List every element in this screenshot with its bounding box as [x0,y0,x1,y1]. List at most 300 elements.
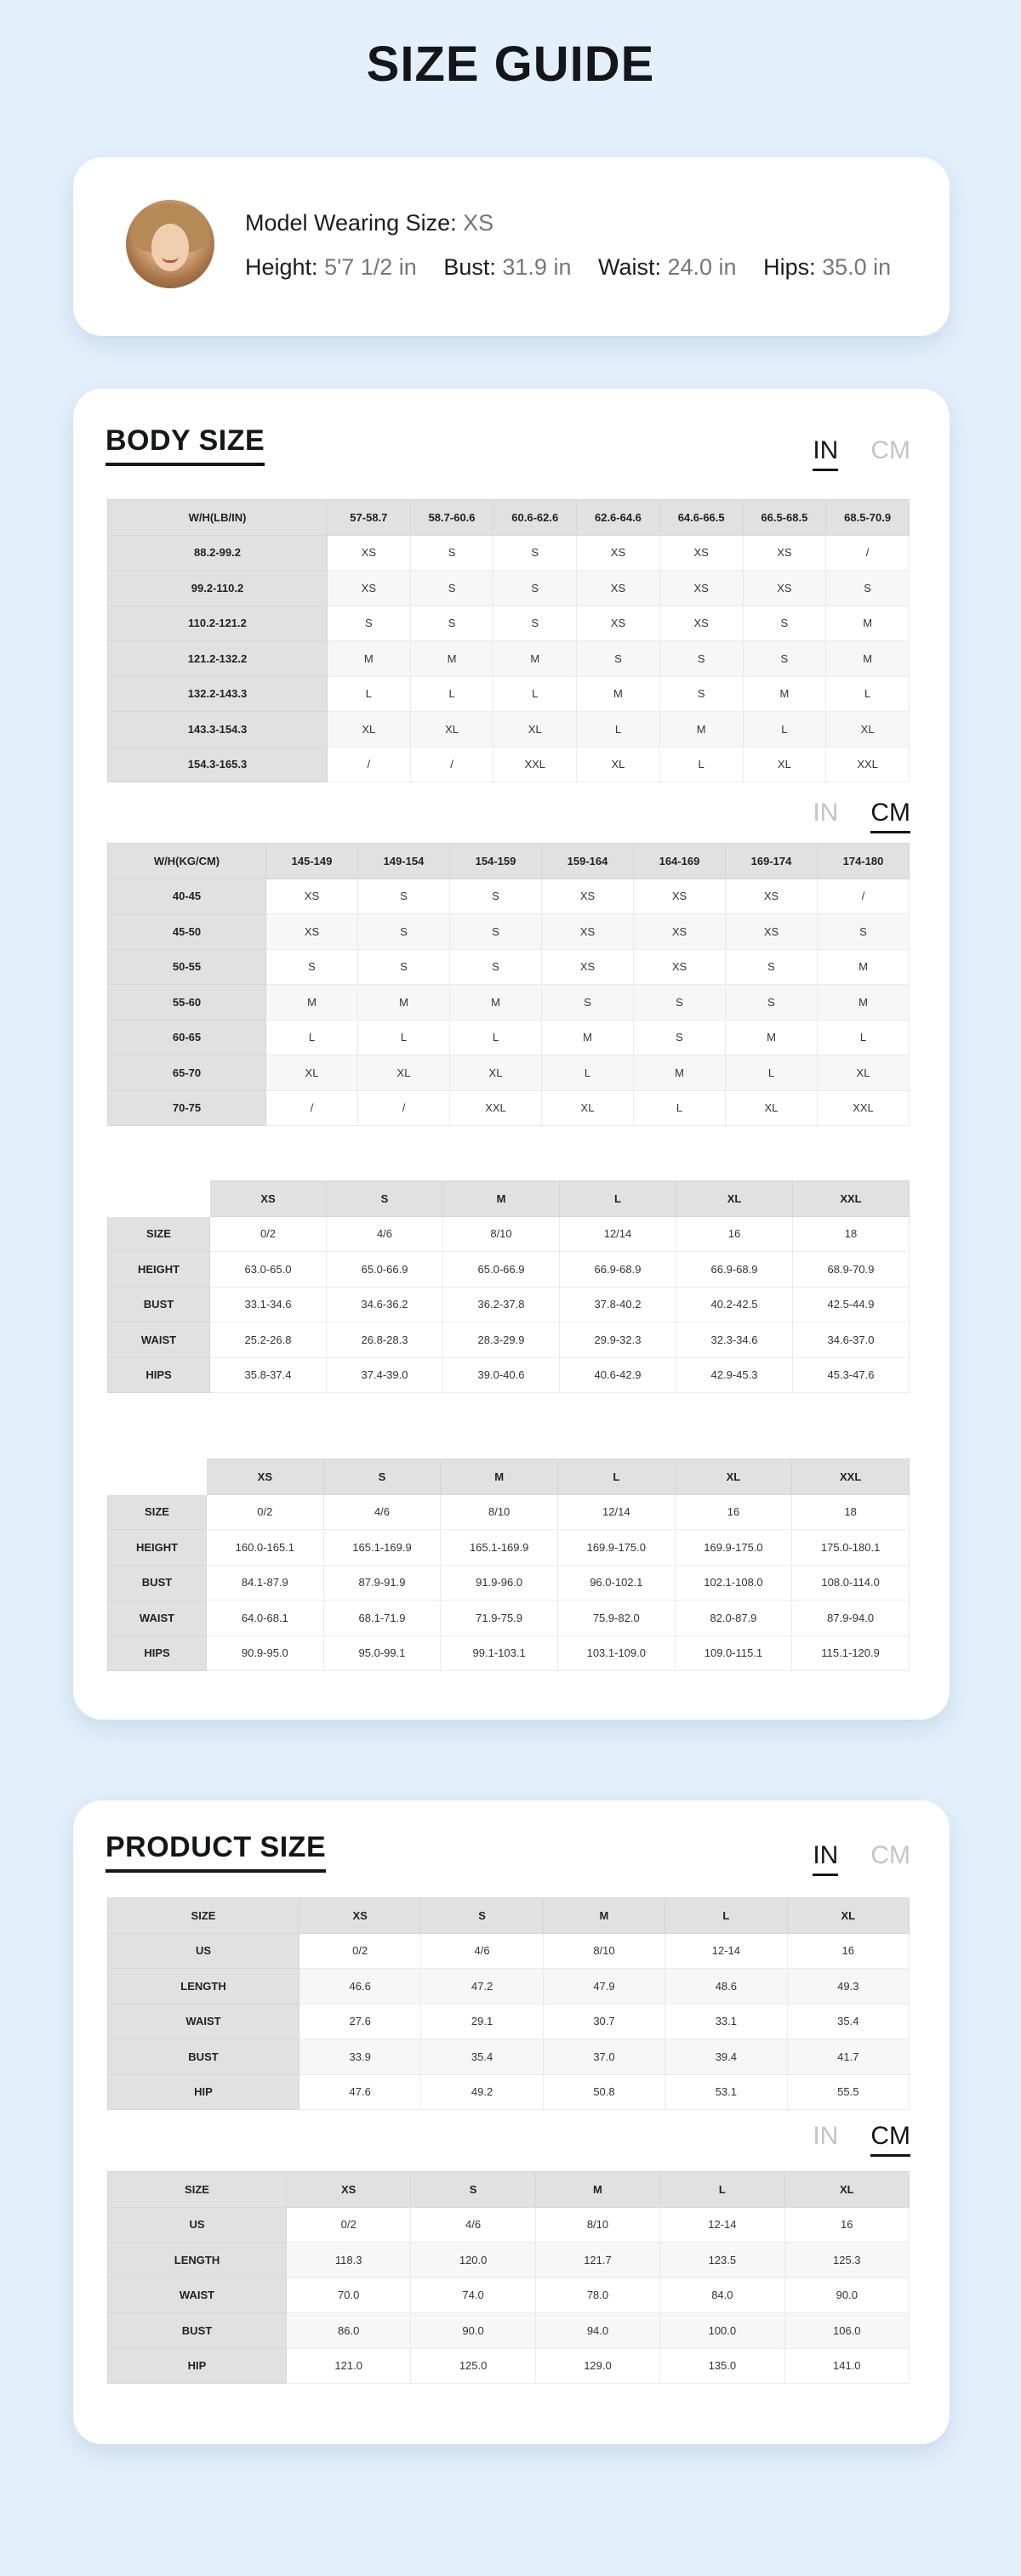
table-cell: XL [818,1055,910,1091]
table-cell: XL [743,747,826,782]
table-cell: 64.0-68.1 [207,1601,324,1636]
table-cell: 70.0 [287,2277,411,2313]
table-cell: 165.1-169.9 [323,1530,441,1566]
table-cell: XS [743,571,826,606]
table-cell: XS [634,879,726,914]
table-cell: XXL [493,747,577,782]
table-cell: 4/6 [327,1216,443,1252]
table-cell: XS [743,535,826,571]
table-row-header: HEIGHT [108,1530,207,1566]
unit-cm-button[interactable]: CM [870,2122,910,2157]
table-cell: 87.9-91.9 [323,1565,441,1601]
table-column-header: S [411,2172,535,2208]
model-stat-waist: Waist: 24.0 in [597,254,737,280]
product-size-unit-toggle-top [813,1841,910,1876]
table-cell: L [726,1055,818,1091]
table-cell: S [577,641,660,677]
table-cell: L [410,676,493,712]
table-row-header: 132.2-143.3 [108,676,328,712]
table-corner-header: W/H(KG/CM) [108,844,266,879]
table-row [108,1494,910,1530]
table-cell: 34.6-37.0 [793,1322,910,1358]
table-corner-blank [108,1181,210,1217]
table-cell: S [358,949,450,985]
table-cell: XS [659,606,743,641]
table-row-header: BUST [108,2039,299,2075]
table-cell: XL [577,747,660,782]
table-cell: 47.2 [421,1969,543,2005]
table-cell: 4/6 [323,1494,441,1530]
table-cell: M [826,641,910,677]
table-cell: M [818,985,910,1021]
table-cell: 27.6 [299,2004,421,2039]
body-size-cm-table [107,843,910,1126]
table-cell: S [450,949,542,985]
table-row-header: SIZE [108,1216,210,1252]
table-cell: S [659,641,743,677]
table-column-header: M [535,2172,659,2208]
table-header-row [108,844,910,879]
table-cell: 35.4 [787,2004,909,2039]
table-cell: 63.0-65.0 [210,1252,327,1288]
table-cell: 46.6 [299,1969,421,2005]
table-cell: XS [577,535,660,571]
table-cell: S [634,985,726,1021]
table-corner-blank [108,1459,207,1495]
table-cell: M [410,641,493,677]
table-cell: XS [634,949,726,985]
unit-in-button[interactable]: IN [813,436,838,471]
table-cell: 25.2-26.8 [210,1322,327,1358]
table-cell: 115.1-120.9 [792,1635,910,1671]
table-row-header: HIPS [108,1357,210,1393]
table-row [108,2243,910,2278]
table-cell: 103.1-109.0 [557,1635,675,1671]
table-column-header: M [443,1181,560,1217]
table-cell: L [266,1020,358,1055]
table-row-header: HIPS [108,1635,207,1671]
table-cell: 55.5 [787,2074,909,2110]
table-cell: 16 [787,1933,909,1969]
table-cell: 16 [676,1216,793,1252]
table-column-header: XL [784,2172,909,2208]
table-cell: 8/10 [535,2207,659,2243]
table-cell: L [328,676,411,712]
table-cell: S [358,914,450,950]
table-cell: 169.9-175.0 [557,1530,675,1566]
table-cell: 35.8-37.4 [210,1357,327,1393]
table-cell: 125.3 [784,2243,909,2278]
table-cell: 37.4-39.0 [327,1357,443,1393]
table-cell: 48.6 [665,1969,787,2005]
unit-in-button[interactable]: IN [813,799,839,827]
table-cell: M [743,676,826,712]
body-size-card [73,389,950,1720]
table-row [108,1090,910,1126]
table-cell: XS [266,879,358,914]
table-cell: 34.6-36.2 [327,1287,443,1322]
table-row-header: 50-55 [108,949,266,985]
table-cell: 8/10 [441,1494,558,1530]
table-cell: 66.9-68.9 [560,1252,676,1288]
page-title: SIZE GUIDE [366,37,655,92]
table-row [108,1216,910,1252]
table-cell: S [358,879,450,914]
table-cell: 129.0 [535,2348,659,2384]
table-row [108,1322,910,1358]
table-column-header: 62.6-64.6 [577,500,660,536]
table-cell: L [450,1020,542,1055]
table-cell: XL [358,1055,450,1091]
table-cell: 125.0 [411,2348,535,2384]
table-header-row [108,1181,910,1217]
table-row-header: HIP [108,2074,299,2110]
table-cell: S [726,985,818,1021]
table-cell: XS [542,914,634,950]
table-cell: 141.0 [784,2348,909,2384]
table-cell: 0/2 [299,1933,421,1969]
table-cell: 4/6 [421,1933,543,1969]
table-cell: 50.8 [543,2074,665,2110]
table-cell: 120.0 [411,2243,535,2278]
table-cell: 33.9 [299,2039,421,2075]
table-column-header: 154-159 [450,844,542,879]
table-row [108,641,910,677]
table-row-header: LENGTH [108,2243,287,2278]
table-cell: 160.0-165.1 [207,1530,324,1566]
table-cell: 18 [792,1494,910,1530]
table-cell: XS [726,914,818,950]
table-cell: XS [577,571,660,606]
table-cell: 71.9-75.9 [441,1601,558,1636]
table-cell: 8/10 [443,1216,560,1252]
table-cell: XL [493,712,577,748]
table-column-header: 57-58.7 [328,500,411,536]
table-column-header: XL [787,1898,909,1934]
table-cell: 40.2-42.5 [676,1287,793,1322]
table-cell: L [358,1020,450,1055]
table-row [108,535,910,571]
table-row-header: BUST [108,1565,207,1601]
table-cell: S [743,641,826,677]
unit-in-button[interactable]: IN [813,1841,838,1876]
model-stats [245,254,911,281]
table-row [108,1565,910,1601]
table-cell: 0/2 [287,2207,411,2243]
table-row-header: 60-65 [108,1020,266,1055]
table-column-header: 149-154 [358,844,450,879]
table-row-header: 55-60 [108,985,266,1021]
model-stat-height: Height: 5'7 1/2 in [245,254,417,280]
table-cell: 35.4 [421,2039,543,2075]
table-cell: L [743,712,826,748]
table-cell: 12/14 [560,1216,676,1252]
table-cell: XS [328,535,411,571]
table-cell: 0/2 [207,1494,324,1530]
product-size-cm-table [107,2171,910,2384]
table-row [108,1357,910,1393]
table-cell: 42.9-45.3 [676,1357,793,1393]
table-row [108,1601,910,1636]
table-row [108,571,910,606]
table-column-header: 66.5-68.5 [743,500,826,536]
table-column-header: L [557,1459,675,1495]
table-cell: 8/10 [543,1933,665,1969]
table-row [108,879,910,914]
model-wearing-value: XS [463,210,494,236]
table-cell: 16 [675,1494,792,1530]
table-cell: 16 [784,2207,909,2243]
unit-cm-button[interactable]: CM [870,436,910,464]
table-row [108,676,910,712]
table-cell: 96.0-102.1 [557,1565,675,1601]
table-cell: / [358,1090,450,1126]
table-row-header: US [108,1933,299,1969]
table-cell: M [634,1055,726,1091]
table-row-header: LENGTH [108,1969,299,2005]
table-row [108,1933,910,1969]
table-cell: / [818,879,910,914]
table-cell: L [493,676,577,712]
table-row-header: HEIGHT [108,1252,210,1288]
table-cell: 123.5 [660,2243,784,2278]
table-column-header: XL [675,1459,792,1495]
table-row-header: 143.3-154.3 [108,712,328,748]
table-cell: M [266,985,358,1021]
table-cell: S [493,535,577,571]
table-row-header: SIZE [108,1494,207,1530]
table-cell: 42.5-44.9 [793,1287,910,1322]
table-cell: 12-14 [660,2207,784,2243]
table-cell: 12/14 [557,1494,675,1530]
unit-in-button[interactable]: IN [813,2122,839,2150]
table-row-header: WAIST [108,2277,287,2313]
table-cell: 66.9-68.9 [676,1252,793,1288]
table-cell: 84.1-87.9 [207,1565,324,1601]
table-cell: 49.2 [421,2074,543,2110]
table-column-header: XXL [792,1459,910,1495]
body-size-unit-toggle-top [813,436,910,471]
table-cell: L [577,712,660,748]
table-cell: 106.0 [784,2313,909,2349]
table-cell: 165.1-169.9 [441,1530,558,1566]
table-row-header: HIP [108,2348,287,2384]
table-column-header: 64.6-66.5 [659,500,743,536]
table-cell: 91.9-96.0 [441,1565,558,1601]
table-row-header: 65-70 [108,1055,266,1091]
table-row [108,2313,910,2349]
table-cell: M [577,676,660,712]
product-size-unit-toggle-mid [813,2122,910,2157]
table-cell: 95.0-99.1 [323,1635,441,1671]
table-row [108,712,910,748]
table-column-header: 60.6-62.6 [493,500,577,536]
table-cell: 68.9-70.9 [793,1252,910,1288]
table-cell: S [410,571,493,606]
table-cell: 102.1-108.0 [675,1565,792,1601]
table-cell: XS [328,571,411,606]
table-cell: XS [659,535,743,571]
table-row-header: WAIST [108,2004,299,2039]
table-cell: 28.3-29.9 [443,1322,560,1358]
table-column-header: L [660,2172,784,2208]
table-cell: 49.3 [787,1969,909,2005]
table-cell: 82.0-87.9 [675,1601,792,1636]
table-cell: M [358,985,450,1021]
table-column-header: XS [287,2172,411,2208]
table-cell: 4/6 [411,2207,535,2243]
table-cell: 47.6 [299,2074,421,2110]
table-cell: M [328,641,411,677]
table-cell: S [826,571,910,606]
table-row [108,914,910,950]
table-cell: / [266,1090,358,1126]
table-row-header: BUST [108,1287,210,1322]
table-cell: 37.8-40.2 [560,1287,676,1322]
table-cell: 39.4 [665,2039,787,2075]
table-cell: S [450,914,542,950]
table-cell: S [634,1020,726,1055]
table-cell: 90.0 [784,2277,909,2313]
table-cell: 41.7 [787,2039,909,2075]
model-stat-bust: Bust: 31.9 in [443,254,572,280]
table-cell: / [328,747,411,782]
table-column-header: XS [210,1181,327,1217]
table-corner-header: SIZE [108,1898,299,1934]
table-cell: S [542,985,634,1021]
table-row [108,2074,910,2110]
table-column-header: 169-174 [726,844,818,879]
table-column-header: 58.7-60.6 [410,500,493,536]
table-row-header: 99.2-110.2 [108,571,328,606]
table-cell: 30.7 [543,2004,665,2039]
table-cell: XS [634,914,726,950]
table-cell: S [450,879,542,914]
table-row-header: BUST [108,2313,287,2349]
table-header-row [108,500,910,536]
table-corner-header: SIZE [108,2172,287,2208]
table-row [108,1530,910,1566]
body-size-title: BODY SIZE [106,424,265,466]
table-cell: XS [266,914,358,950]
table-cell: XL [410,712,493,748]
product-size-card [73,1800,950,2444]
table-cell: L [818,1020,910,1055]
table-cell: XXL [450,1090,542,1126]
table-cell: M [659,712,743,748]
table-row-header: 121.2-132.2 [108,641,328,677]
table-cell: 47.9 [543,1969,665,2005]
table-cell: M [542,1020,634,1055]
table-cell: L [542,1055,634,1091]
table-column-header: XL [676,1181,793,1217]
table-column-header: XXL [793,1181,910,1217]
table-column-header: S [327,1181,443,1217]
table-cell: 74.0 [411,2277,535,2313]
table-cell: S [659,676,743,712]
table-cell: XS [542,879,634,914]
table-cell: S [410,535,493,571]
table-cell: S [410,606,493,641]
unit-cm-button[interactable]: CM [870,799,910,833]
table-cell: XL [826,712,910,748]
table-cell: 45.3-47.6 [793,1357,910,1393]
table-cell: S [493,571,577,606]
model-avatar [126,200,214,288]
table-cell: S [328,606,411,641]
table-cell: 40.6-42.9 [560,1357,676,1393]
table-row-header: 45-50 [108,914,266,950]
table-cell: 109.0-115.1 [675,1635,792,1671]
table-row [108,1020,910,1055]
body-measure-in-table [107,1180,910,1393]
table-cell: 26.8-28.3 [327,1322,443,1358]
product-size-in-table [107,1897,910,2110]
table-cell: 90.0 [411,2313,535,2349]
table-cell: 39.0-40.6 [443,1357,560,1393]
table-header-row [108,2172,910,2208]
table-column-header: 68.5-70.9 [826,500,910,536]
body-size-unit-toggle-mid [813,799,910,833]
body-measure-cm-table [107,1459,910,1671]
table-row-header: 40-45 [108,879,266,914]
table-cell: L [659,747,743,782]
table-row [108,1635,910,1671]
table-row-header: WAIST [108,1601,207,1636]
table-row-header: 110.2-121.2 [108,606,328,641]
body-size-in-table [107,499,910,782]
table-cell: 32.3-34.6 [676,1322,793,1358]
table-cell: XS [577,606,660,641]
table-row-header: 70-75 [108,1090,266,1126]
table-column-header: 145-149 [266,844,358,879]
unit-cm-button[interactable]: CM [870,1841,910,1869]
table-row [108,2207,910,2243]
model-wearing-size [245,210,493,236]
table-row [108,985,910,1021]
table-row [108,2277,910,2313]
table-cell: XS [542,949,634,985]
table-row-header: US [108,2207,287,2243]
table-cell: XL [266,1055,358,1091]
table-cell: 29.9-32.3 [560,1322,676,1358]
table-column-header: 174-180 [818,844,910,879]
table-row [108,1252,910,1288]
table-cell: M [818,949,910,985]
table-row [108,2039,910,2075]
table-column-header: S [421,1898,543,1934]
table-cell: 169.9-175.0 [675,1530,792,1566]
table-cell: 53.1 [665,2074,787,2110]
table-row [108,2004,910,2039]
table-row [108,747,910,782]
table-row [108,1055,910,1091]
table-column-header: M [543,1898,665,1934]
table-cell: 75.9-82.0 [557,1601,675,1636]
table-column-header: S [323,1459,441,1495]
table-cell: XL [542,1090,634,1126]
table-column-header: 164-169 [634,844,726,879]
table-cell: 18 [793,1216,910,1252]
product-size-title: PRODUCT SIZE [106,1831,326,1873]
table-cell: M [826,606,910,641]
table-cell: 121.0 [287,2348,411,2384]
table-cell: 135.0 [660,2348,784,2384]
table-cell: XL [328,712,411,748]
table-row [108,949,910,985]
table-cell: 37.0 [543,2039,665,2075]
table-cell: M [493,641,577,677]
